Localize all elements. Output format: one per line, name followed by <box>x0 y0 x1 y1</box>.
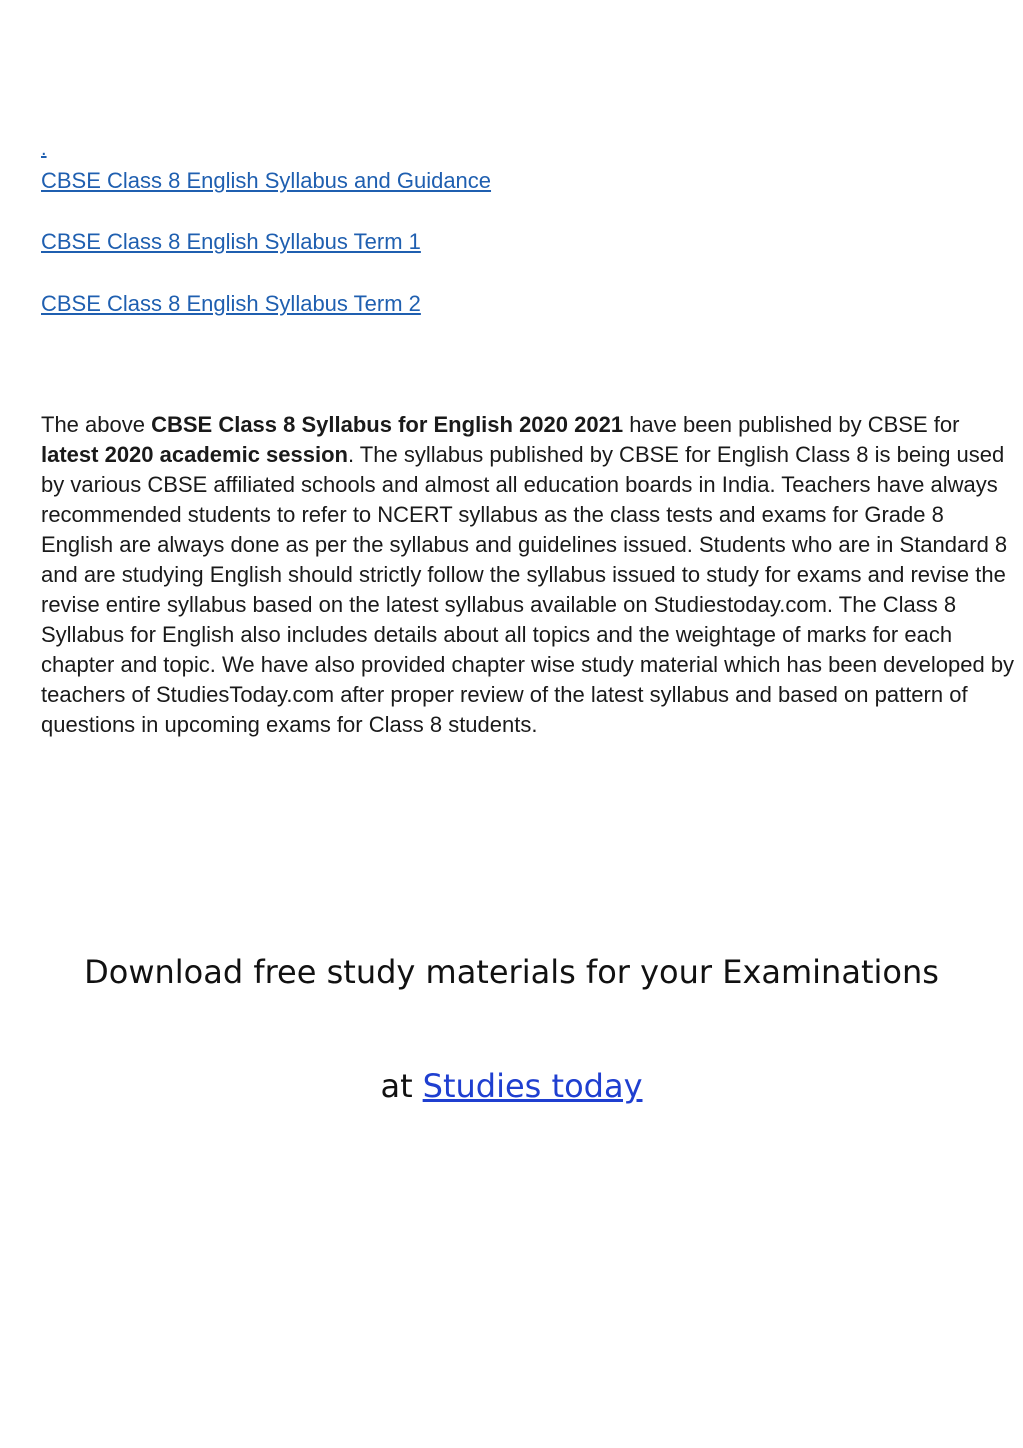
paragraph-text-2: have been published by CBSE for <box>623 412 960 437</box>
syllabus-term1-link[interactable]: CBSE Class 8 English Syllabus Term 1 <box>41 229 421 254</box>
studies-today-link[interactable]: Studies today <box>422 1067 643 1105</box>
syllabus-description-paragraph <box>41 410 1016 740</box>
at-text: at <box>380 1067 413 1105</box>
paragraph-bold-syllabus: CBSE Class 8 Syllabus for English 2020 2021 <box>151 412 624 437</box>
dot-link[interactable]: . <box>41 138 47 160</box>
download-promo-heading: Download free study materials for your Examinations <box>84 953 939 991</box>
download-promo-link-line <box>0 1064 1023 1108</box>
syllabus-guidance-link[interactable]: CBSE Class 8 English Syllabus and Guidance <box>41 168 492 193</box>
paragraph-bold-session: latest 2020 academic session <box>41 442 348 467</box>
paragraph-text-1: The above <box>41 412 152 437</box>
paragraph-text-3: . The syllabus published by CBSE for English Class 8 is being used by various CBSE affiliated schools and almost all education boards in India. Teachers have always recommended students to refer to NCERT syllabus as the class tests and exams for Grade 8 English are always done as per the syllabus and guidelines issued. Students who are in Standard 8 and are studying English should strictly follow the syllabus issued to study for exams and revise the revise entire syllabus based on the latest syllabus available on Studiestoday.com. The Class 8 Syllabus for English also includes details about all topics and the weightage of marks for each chapter and topic. We have also provided chapter wise study material which has been developed by teachers of StudiesToday.com after proper review of the latest syllabus and based on pattern of questions in upcoming exams for Class 8 students. <box>41 442 1015 737</box>
syllabus-term2-link[interactable]: CBSE Class 8 English Syllabus Term 2 <box>41 291 421 316</box>
